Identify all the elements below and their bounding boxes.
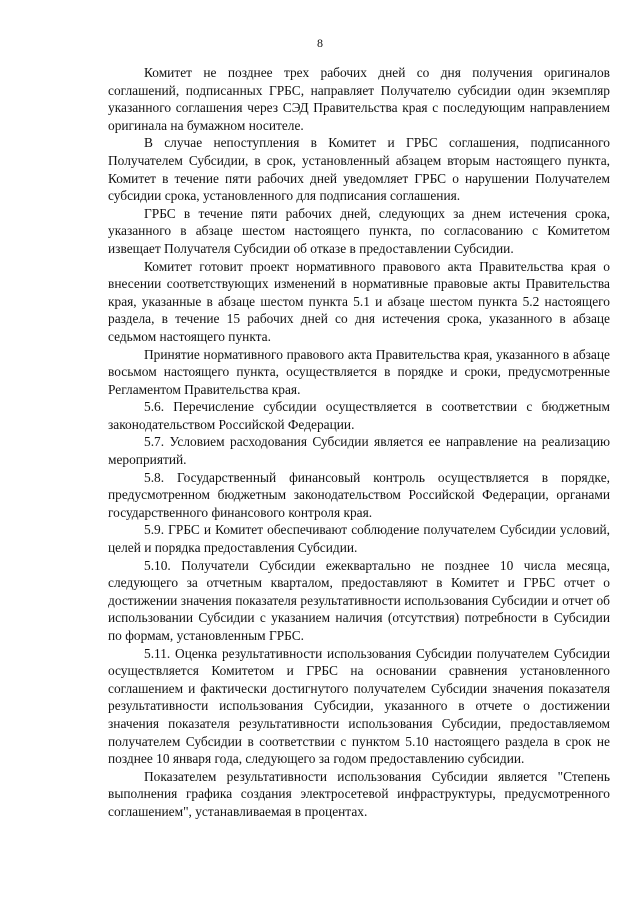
paragraph: Комитет готовит проект нормативного правового акта Правительства края о внесении соответствующих изменений в нормативные правовые акты Правительства края, указанные в абзаце шестом пункта 5.1 и абзаце шестом пункта 5.2 настоящего раздела, в течение 15 рабочих дней со дня истечения срока, указанного в абзаце седьмом настоящего пункта. [108, 258, 610, 344]
paragraph: Показателем результативности использования Субсидии является "Степень выполнения графика создания электросетевой инфраструктуры, предусмотренного соглашением", устанавливаемая в процентах. [108, 768, 610, 819]
paragraph: Принятие нормативного правового акта Правительства края, указанного в абзаце восьмом настоящего пункта, осуществляется в порядке и сроки, предусмотренные Регламентом Правительства края. [108, 346, 610, 397]
paragraph: ГРБС в течение пяти рабочих дней, следующих за днем истечения срока, указанного в абзаце шестом настоящего пункта, по согласованию с Комитетом извещает Получателя Субсидии об отказе в предоставлении Субсидии. [108, 205, 610, 256]
paragraph-5-7: 5.7. Условием расходования Субсидии является ее направление на реализацию мероприятий. [108, 434, 610, 468]
document-body [108, 64, 610, 821]
page-number: 8 [317, 36, 323, 50]
paragraph-5-6: 5.6. Перечисление субсидии осуществляется в соответствии с бюджетным законодательством Российской Федерации. [108, 399, 610, 432]
paragraph-5-9: 5.9. ГРБС и Комитет обеспечивают соблюдение получателем Субсидии условий, целей и порядка предоставления Субсидии. [108, 522, 610, 556]
paragraph-5-10: 5.10. Получатели Субсидии ежеквартально не позднее 10 числа месяца, следующего за отчетным кварталом, предоставляют в Комитет и ГРБС отчет о достижении значения показателя результативности использования Субсидии и отчет об использовании Субсидии с указанием наличия (отсутствия) потребности в Субсидии по формам, установленным ГРБС. [108, 557, 610, 643]
paragraph: Комитет не позднее трех рабочих дней со дня получения оригиналов соглашений, подписанных ГРБС, направляет Получателю субсидии один экземпляр указанного соглашения через СЭД Правительства края с последующим направлением оригинала на бумажном носителе. [108, 65, 610, 133]
paragraph: В случае непоступления в Комитет и ГРБС соглашения, подписанного Получателем Субсидии, в срок, установленный абзацем вторым настоящего пункта, Комитет в течение пяти рабочих дней уведомляет ГРБС о нарушении Получателем субсидии срока, установленного для подписания соглашения. [108, 135, 610, 204]
paragraph-5-8: 5.8. Государственный финансовый контроль осуществляется в порядке, предусмотренном бюджетным законодательством Российской Федерации, органами государственного финансового контроля края. [108, 469, 610, 520]
paragraph-5-11: 5.11. Оценка результативности использования Субсидии получателем Субсидии осуществляется Комитетом и ГРБС на основании сравнения установленного соглашением и фактически достигнутого получателем Субсидии значения показателя результативности использования Субсидии, указанного в отчете о достижении значения показателя результативности использования Субсидии, предоставляемом получателем Субсидии в соответствии с пунктом 5.10 настоящего раздела в срок не позднее 10 января года, следующего за годом предоставлению субсидии. [108, 645, 610, 767]
